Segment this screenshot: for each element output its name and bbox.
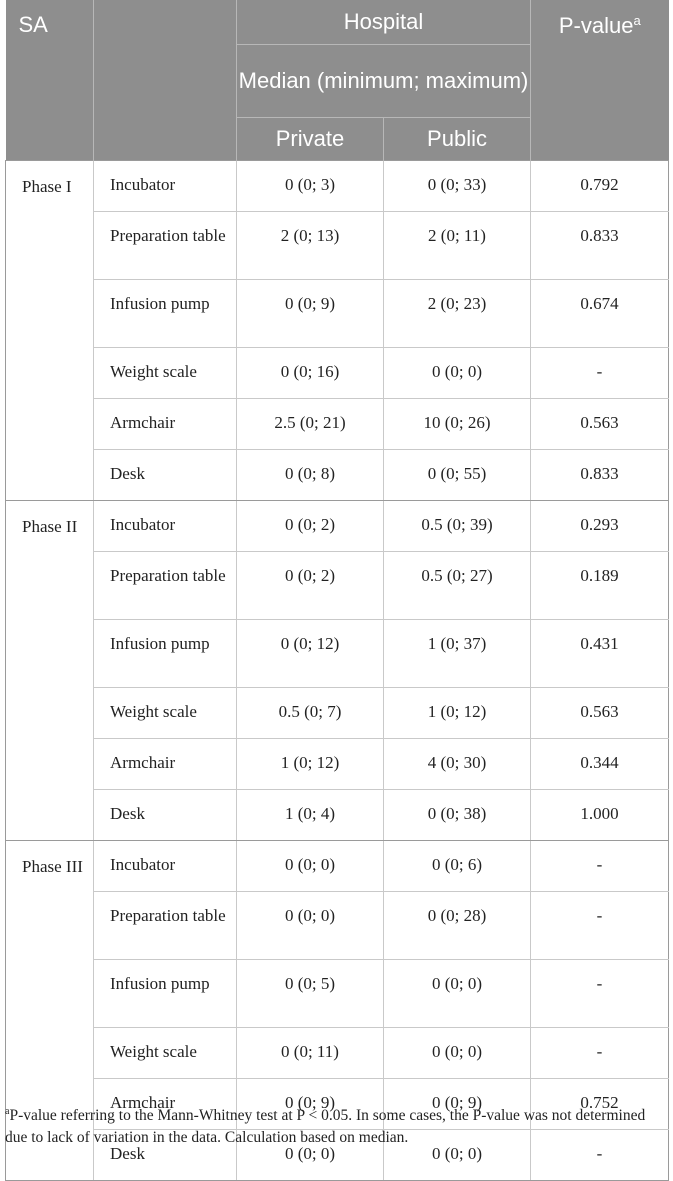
public-value-cell: 2 (0; 23)	[384, 280, 531, 348]
public-value-cell: 4 (0; 30)	[384, 739, 531, 790]
public-value-cell: 10 (0; 26)	[384, 399, 531, 450]
pvalue-label: P-value	[558, 13, 634, 38]
table-row	[6, 841, 669, 892]
table-row	[6, 399, 669, 450]
equipment-cell: Weight scale	[94, 688, 237, 739]
public-value-cell: 0 (0; 0)	[384, 1028, 531, 1079]
equipment-cell: Incubator	[94, 501, 237, 552]
footnote-text: P-value referring to the Mann-Whitney test at P < 0.05. In some cases, the P-value was not determined due to lack of variation in the data. Calculation based on median.	[5, 1107, 646, 1146]
footnote	[5, 1101, 668, 1149]
public-value-cell: 0.5 (0; 39)	[384, 501, 531, 552]
private-value-cell: 0 (0; 11)	[237, 1028, 384, 1079]
table-row	[6, 688, 669, 739]
pvalue-header	[531, 0, 669, 161]
private-value-cell: 0 (0; 0)	[237, 1130, 384, 1181]
public-value-cell: 1 (0; 12)	[384, 688, 531, 739]
pvalue-cell: 0.189	[531, 552, 669, 620]
private-value-cell: 0 (0; 9)	[237, 1079, 384, 1130]
private-value-cell: 0 (0; 8)	[237, 450, 384, 501]
sa-header: SA	[6, 0, 94, 161]
table-row	[6, 1028, 669, 1079]
private-value-cell: 1 (0; 12)	[237, 739, 384, 790]
table-row	[6, 892, 669, 960]
private-value-cell: 0.5 (0; 7)	[237, 688, 384, 739]
pvalue-cell: 1.000	[531, 790, 669, 841]
equipment-cell: Desk	[94, 790, 237, 841]
equipment-cell: Preparation table	[94, 552, 237, 620]
pvalue-cell: 0.833	[531, 450, 669, 501]
public-value-cell: 0 (0; 0)	[384, 1130, 531, 1181]
equipment-cell: Infusion pump	[94, 280, 237, 348]
private-value-cell: 1 (0; 4)	[237, 790, 384, 841]
private-value-cell: 0 (0; 2)	[237, 552, 384, 620]
table-row	[6, 790, 669, 841]
phase-label: Phase II	[6, 501, 94, 841]
phase-label: Phase III	[6, 841, 94, 1181]
table-row	[6, 501, 669, 552]
public-value-cell: 2 (0; 11)	[384, 212, 531, 280]
table-row	[6, 161, 669, 212]
pvalue-cell: 0.563	[531, 399, 669, 450]
pvalue-superscript: a	[633, 13, 641, 28]
equipment-cell: Infusion pump	[94, 620, 237, 688]
hospital-header: Hospital	[237, 0, 531, 45]
pvalue-cell: 0.563	[531, 688, 669, 739]
pvalue-cell: -	[531, 1130, 669, 1181]
equipment-cell: Weight scale	[94, 348, 237, 399]
equipment-cell: Armchair	[94, 399, 237, 450]
table-row	[6, 960, 669, 1028]
private-value-cell: 0 (0; 0)	[237, 892, 384, 960]
pvalue-cell: 0.833	[531, 212, 669, 280]
equipment-cell: Armchair	[94, 739, 237, 790]
phase-label: Phase I	[6, 161, 94, 501]
equipment-cell: Preparation table	[94, 212, 237, 280]
table-body	[6, 161, 669, 1181]
median-header: Median (minimum; maximum)	[237, 45, 531, 118]
equipment-cell: Desk	[94, 450, 237, 501]
private-value-cell: 0 (0; 5)	[237, 960, 384, 1028]
private-value-cell: 0 (0; 16)	[237, 348, 384, 399]
pvalue-cell: -	[531, 841, 669, 892]
private-value-cell: 0 (0; 12)	[237, 620, 384, 688]
table-row	[6, 739, 669, 790]
footnote-marker: a	[5, 1106, 10, 1117]
pvalue-cell: 0.293	[531, 501, 669, 552]
private-value-cell: 0 (0; 0)	[237, 841, 384, 892]
public-value-cell: 0 (0; 6)	[384, 841, 531, 892]
private-value-cell: 2 (0; 13)	[237, 212, 384, 280]
equipment-cell: Incubator	[94, 841, 237, 892]
pvalue-cell: 0.431	[531, 620, 669, 688]
table-row	[6, 620, 669, 688]
item-header	[94, 0, 237, 161]
table-row	[6, 552, 669, 620]
equipment-cell: Desk	[94, 1130, 237, 1181]
equipment-cell: Armchair	[94, 1079, 237, 1130]
public-value-cell: 0 (0; 55)	[384, 450, 531, 501]
equipment-cell: Incubator	[94, 161, 237, 212]
pvalue-cell: 0.752	[531, 1079, 669, 1130]
public-value-cell: 0 (0; 9)	[384, 1079, 531, 1130]
public-value-cell: 0 (0; 0)	[384, 960, 531, 1028]
private-value-cell: 0 (0; 9)	[237, 280, 384, 348]
pvalue-cell: -	[531, 960, 669, 1028]
table-row	[6, 280, 669, 348]
results-table	[5, 0, 669, 1181]
pvalue-cell: 0.344	[531, 739, 669, 790]
public-value-cell: 0 (0; 0)	[384, 348, 531, 399]
public-value-cell: 1 (0; 37)	[384, 620, 531, 688]
equipment-cell: Preparation table	[94, 892, 237, 960]
private-header: Private	[237, 118, 384, 161]
private-value-cell: 0 (0; 2)	[237, 501, 384, 552]
equipment-cell: Infusion pump	[94, 960, 237, 1028]
table-row	[6, 348, 669, 399]
private-value-cell: 2.5 (0; 21)	[237, 399, 384, 450]
pvalue-cell: -	[531, 892, 669, 960]
private-value-cell: 0 (0; 3)	[237, 161, 384, 212]
public-value-cell: 0 (0; 38)	[384, 790, 531, 841]
pvalue-cell: -	[531, 1028, 669, 1079]
pvalue-cell: -	[531, 348, 669, 399]
table-row	[6, 212, 669, 280]
equipment-cell: Weight scale	[94, 1028, 237, 1079]
pvalue-cell: 0.792	[531, 161, 669, 212]
public-value-cell: 0.5 (0; 27)	[384, 552, 531, 620]
pvalue-cell: 0.674	[531, 280, 669, 348]
public-value-cell: 0 (0; 28)	[384, 892, 531, 960]
table-header	[6, 0, 669, 161]
public-header: Public	[384, 118, 531, 161]
table-row	[6, 450, 669, 501]
public-value-cell: 0 (0; 33)	[384, 161, 531, 212]
